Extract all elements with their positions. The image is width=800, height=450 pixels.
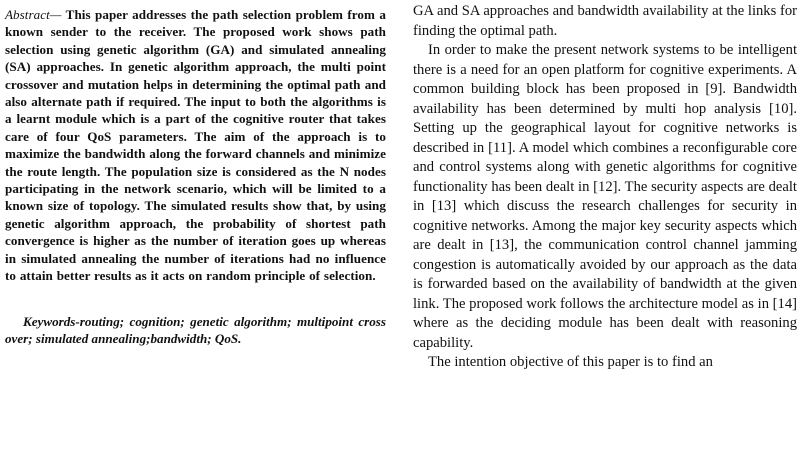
keywords-paragraph: Keywords-routing; cognition; genetic algorithm; multipoint cross over; simulated annealing;bandwidth; QoS. <box>5 313 386 346</box>
body-paragraph-2: The intention objective of this paper is to find an <box>428 354 713 370</box>
left-column <box>5 6 386 347</box>
abstract-label-text: Abstract <box>5 7 50 22</box>
abstract-dash: — <box>49 7 62 22</box>
abstract-paragraph <box>5 6 386 285</box>
abstract-text: This paper addresses the path selection problem from a known sender to the receiver. The proposed work shows path selection using genetic algorithm (GA) and simulated annealing (SA) approaches. In genetic algorithm approach, the multi point crossover and mutation helps in determining the optimal path and also alternate path if required. The input to both the algorithms is a learnt module which is a part of the cognitive router that takes care of four QoS parameters. The aim of the approach is to maximize the bandwidth along the forward channels and minimize the route length. The population size is considered as the N nodes participating in the network scenario, which will be limited to a known size of topology. The simulated results show that, by using genetic algorithm approach, the probability of shortest path convergence is higher as the number of iteration goes up whereas in simulated annealing the number of iterations had no influence to attain better results as it acts on random principle of selection. <box>5 7 386 284</box>
right-column <box>413 2 797 373</box>
abstract-label <box>5 7 61 22</box>
continuation-paragraph: GA and SA approaches and bandwidth availability at the links for finding the optimal path. <box>413 3 797 39</box>
body-paragraph-1: In order to make the present network systems to be intelligent there is a need for an open platform for cognitive experiments. A common building block has been proposed in [9]. Bandwidth availability has been determined by multi hop analysis [10]. Setting up the geographical layout for cognitive networks is described in [11]. A model which combines a reconfigurable core and control systems along with genetic algorithms for cognitive functionality has been dealt in [12]. The security aspects are dealt in [13] which discuss the research challenges for security in cognitive networks. Among the major key security aspects which are dealt in [13], the communication control channel jamming congestion is automatically avoided by our approach as the data is forwarded based on the availability of bandwidth at the given link. The proposed work follows the architecture model as in [14] where as the deciding module has been dealt with reasoning capability. <box>413 42 797 351</box>
